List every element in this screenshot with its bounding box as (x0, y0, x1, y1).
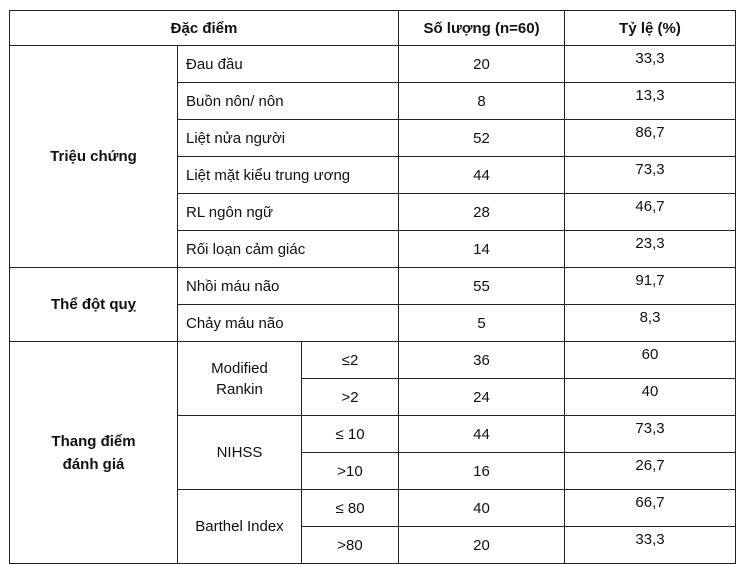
row-count: 44 (399, 416, 565, 453)
row-count: 55 (399, 268, 565, 305)
row-count: 5 (399, 305, 565, 342)
characteristics-table (9, 10, 736, 564)
scale-cutoff: >80 (302, 527, 399, 564)
scale-name-line2: Rankin (216, 380, 263, 398)
row-percent: 91,7 (565, 268, 736, 305)
scale-name-line1: Modified (211, 359, 268, 377)
group-scales-line2: đánh giá (62, 455, 125, 473)
row-percent: 66,7 (565, 490, 736, 527)
header-characteristic: Đặc điểm (10, 11, 399, 46)
row-label: Liệt nửa người (178, 120, 399, 157)
row-count: 16 (399, 453, 565, 490)
table-row (10, 342, 736, 379)
row-label: Buồn nôn/ nôn (178, 83, 399, 120)
row-label: Liệt mặt kiểu trung ương (178, 157, 399, 194)
row-count: 14 (399, 231, 565, 268)
scale-cutoff: >2 (302, 379, 399, 416)
row-percent: 33,3 (565, 46, 736, 83)
row-count: 20 (399, 46, 565, 83)
scale-cutoff: >10 (302, 453, 399, 490)
row-label: Đau đầu (178, 46, 399, 83)
scale-cutoff: ≤2 (302, 342, 399, 379)
row-count: 8 (399, 83, 565, 120)
row-count: 28 (399, 194, 565, 231)
row-percent: 46,7 (565, 194, 736, 231)
scale-name-modified-rankin (178, 342, 302, 416)
row-count: 24 (399, 379, 565, 416)
row-count: 44 (399, 157, 565, 194)
row-percent: 26,7 (565, 453, 736, 490)
row-count: 20 (399, 527, 565, 564)
row-percent: 13,3 (565, 83, 736, 120)
row-count: 52 (399, 120, 565, 157)
row-label: Chảy máu não (178, 305, 399, 342)
group-stroke-type: Thể đột quỵ (10, 268, 178, 342)
row-label: Nhồi máu não (178, 268, 399, 305)
row-percent: 60 (565, 342, 736, 379)
scale-name-nihss: NIHSS (178, 416, 302, 490)
row-percent: 8,3 (565, 305, 736, 342)
group-symptoms: Triệu chứng (10, 46, 178, 268)
row-percent: 73,3 (565, 416, 736, 453)
row-percent: 33,3 (565, 527, 736, 564)
table-row (10, 268, 736, 305)
row-label: RL ngôn ngữ (178, 194, 399, 231)
table-header-row (10, 11, 736, 46)
row-count: 40 (399, 490, 565, 527)
row-label: Rối loạn cảm giác (178, 231, 399, 268)
scale-cutoff: ≤ 10 (302, 416, 399, 453)
row-percent: 40 (565, 379, 736, 416)
row-percent: 86,7 (565, 120, 736, 157)
group-scales-line1: Thang điểm (51, 432, 136, 450)
row-percent: 23,3 (565, 231, 736, 268)
scale-cutoff: ≤ 80 (302, 490, 399, 527)
row-percent: 73,3 (565, 157, 736, 194)
group-scales (10, 342, 178, 564)
header-percent: Tỷ lệ (%) (565, 11, 736, 46)
row-count: 36 (399, 342, 565, 379)
table-row (10, 46, 736, 83)
header-count: Số lượng (n=60) (399, 11, 565, 46)
scale-name-barthel: Barthel Index (178, 490, 302, 564)
